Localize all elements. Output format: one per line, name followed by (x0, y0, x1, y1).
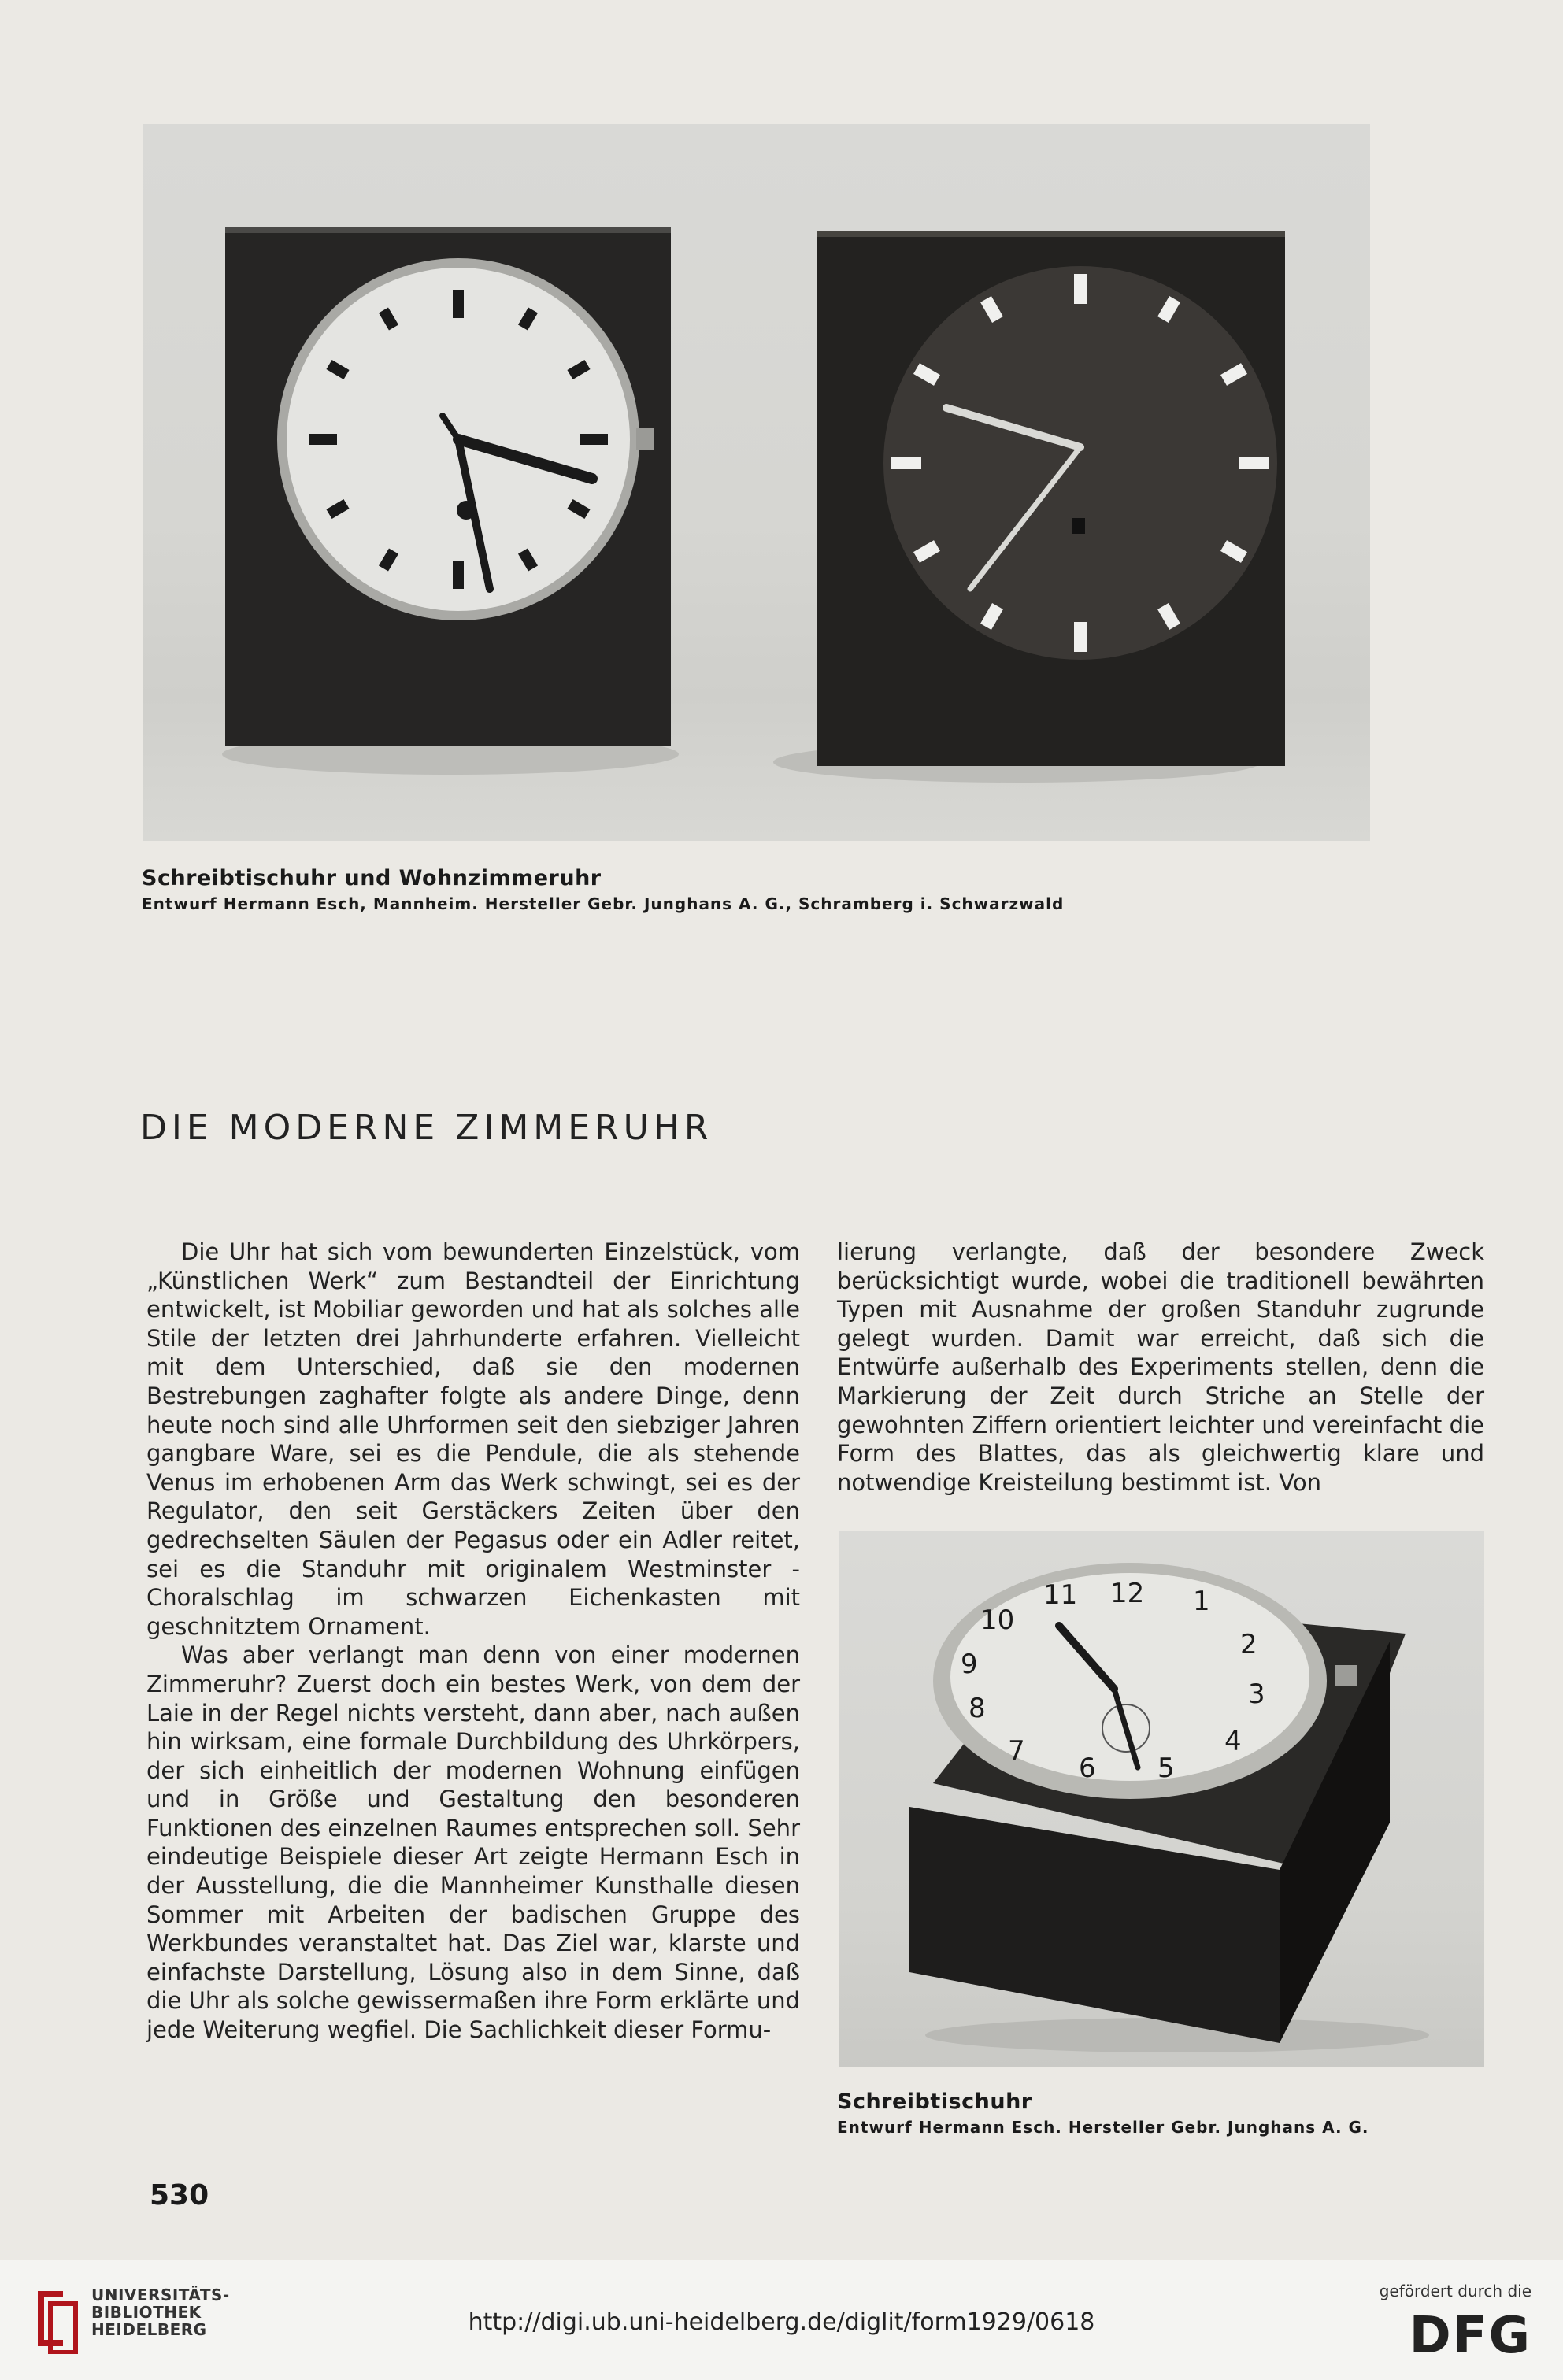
desk-clock-photo (839, 1531, 1484, 2067)
dfg-logo: DFG (1409, 2307, 1532, 2365)
svg-text:7: 7 (1008, 1735, 1025, 1767)
left-text-column (146, 1238, 800, 2045)
article-heading: DIE MODERNE ZIMMERUHR (140, 1108, 713, 1149)
svg-text:6: 6 (1079, 1753, 1096, 1784)
funding-note: gefördert durch die (1379, 2282, 1532, 2300)
permalink-url[interactable]: http://digi.ub.uni-heidelberg.de/diglit/form1929/0618 (468, 2308, 1095, 2336)
two-clocks-photo (143, 124, 1370, 841)
living-room-clock-dial (883, 266, 1277, 660)
svg-text:4: 4 (1224, 1726, 1242, 1757)
two-clocks-illustration (143, 124, 1370, 841)
paragraph: Die Uhr hat sich vom bewunderten Einzelstück, vom „Künstlichen Werk“ zum Bestandteil der Einrichtung entwickelt, ist Mobiliar geworden und hat als solches alle Stile der letzten drei Jahrhunderte erfahren. Vielleicht mit dem Unterschied, daß sie den modernen Bestrebungen zaghafter folgte als andere Dinge, denn heute noch sind alle Uhrformen seit den siebziger Jahren gangbare Ware, sei es die Pendule, die als stehende Venus im erhobenen Arm das Werk schwingt, sei es der Regulator, den seit Gerstäckers Zeiten über den gedrechselten Säulen der Pegasus oder ein Adler reitet, sei es die Standuhr mit originalem Westminster - Choralschlag im schwarzen Eichenkasten mit geschnitztem Ornament. (146, 1238, 800, 1640)
right-text-column (837, 1238, 1484, 1497)
svg-text:5: 5 (1157, 1753, 1175, 1784)
svg-text:1: 1 (1193, 1586, 1210, 1617)
paragraph: Was aber verlangt man denn von einer modernen Zimmeruhr? Zuerst doch ein bestes Werk, von dem der Laie in der Regel nichts versteht, dann aber, nach außen hin wirksam, eine formale Durchbildung des Uhrkörpers, der sich einheitlich der modernen Wohnung einfügen und in Größe und Gestaltung den besonderen Funktionen des einzelnen Raumes entsprechen soll. Sehr eindeutige Beispiele dieser Art zeigte Hermann Esch in der Ausstellung, die die Mannheimer Kunsthalle diesen Sommer mit Arbeiten der badischen Gruppe des Werkbundes veranstaltet hat. Das Ziel war, klarste und einfachste Darstellung, Lösung also in dem Sinne, daß die Uhr als solche gewissermaßen ihre Form erklärte und jede Weiterung wegfiel. Die Sachlichkeit dieser Formu- (146, 1642, 800, 2044)
svg-text:3: 3 (1248, 1679, 1265, 1710)
svg-text:11: 11 (1043, 1579, 1078, 1611)
page-number: 530 (150, 2179, 209, 2212)
svg-text:2: 2 (1240, 1629, 1257, 1660)
top-caption-subtitle: Entwurf Hermann Esch, Mannheim. Hersteller Gebr. Junghans A. G., Schramberg i. Schwarzwald (142, 894, 1065, 913)
svg-text:8: 8 (969, 1693, 986, 1724)
paragraph: lierung verlangte, daß der besondere Zweck berücksichtigt wurde, wobei die traditionell bewährten Typen mit Ausnahme der großen Standuhr zugrunde gelegt wurden. Damit war erreicht, daß sich die Entwürfe außerhalb des Experiments stellen, denn die Markierung der Zeit durch Striche an Stelle der gewohnten Ziffern orientiert leichter und vereinfacht die Form des Blattes, das als gleichwertig klare und notwendige Kreisteilung bestimmt ist. Von (837, 1238, 1484, 1496)
viewer-footer (0, 2260, 1563, 2380)
top-caption-title: Schreibtischuhr und Wohnzimmeruhr (142, 866, 602, 890)
svg-text:10: 10 (980, 1605, 1015, 1636)
desk-clock-illustration (839, 1531, 1484, 2067)
bottom-caption-subtitle: Entwurf Hermann Esch. Hersteller Gebr. Junghans A. G. (837, 2118, 1369, 2137)
library-name: UNIVERSITÄTS- BIBLIOTHEK HEIDELBERG (91, 2286, 230, 2339)
bottom-caption-title: Schreibtischuhr (837, 2089, 1032, 2114)
svg-text:12: 12 (1110, 1578, 1145, 1609)
svg-text:9: 9 (961, 1649, 978, 1680)
